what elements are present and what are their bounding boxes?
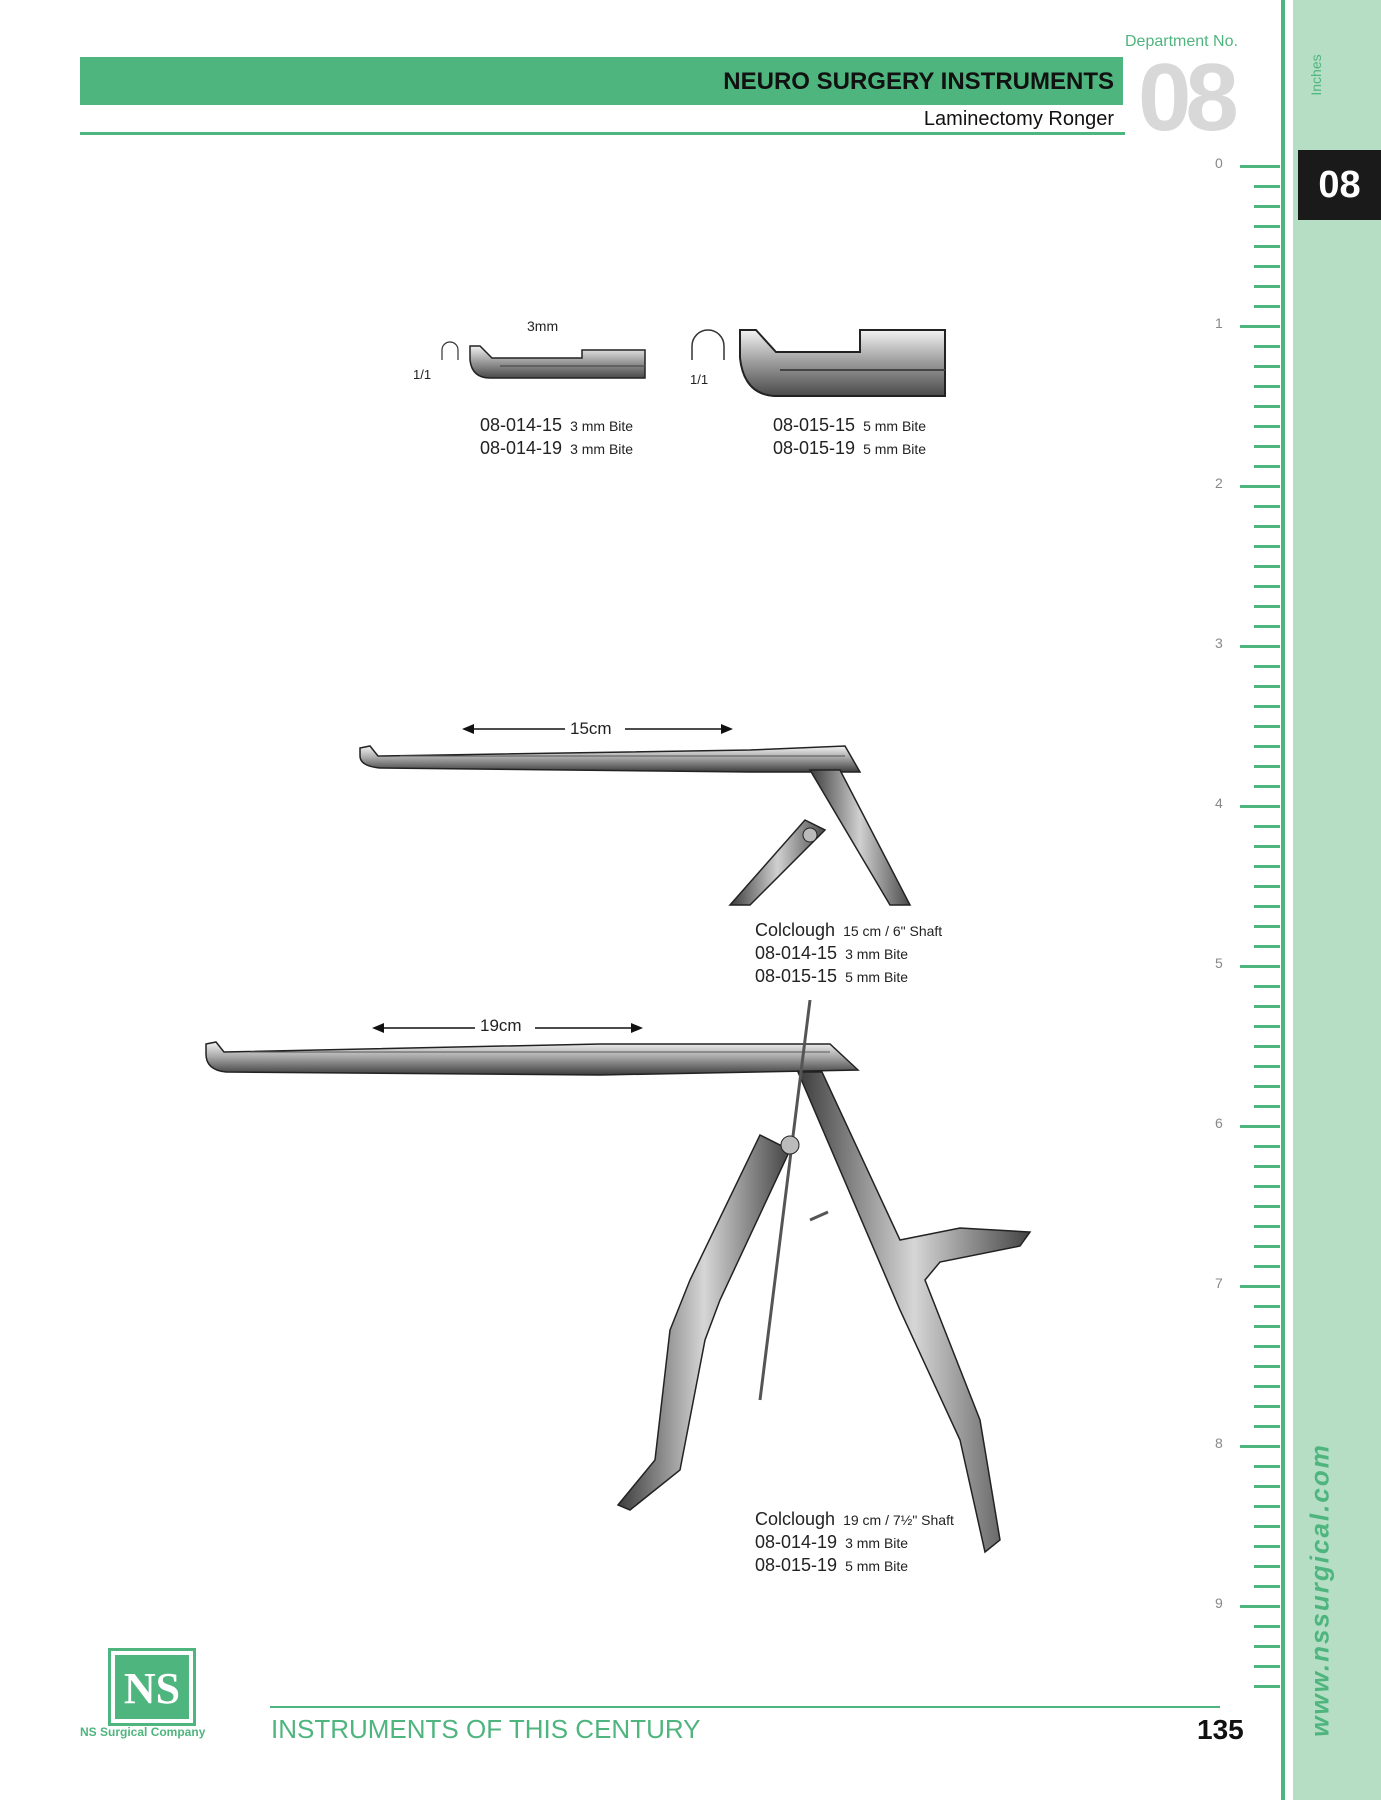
product-desc: 3 mm Bite xyxy=(570,441,634,457)
ruler-tick xyxy=(1254,885,1280,888)
instrument-19cm-caption xyxy=(755,1508,954,1577)
ruler-tick xyxy=(1254,1365,1280,1368)
ruler-tick xyxy=(1240,805,1280,808)
ruler-tick xyxy=(1254,1685,1280,1688)
caption-line xyxy=(480,437,633,460)
ruler-tick xyxy=(1254,425,1280,428)
ruler-tick xyxy=(1240,165,1280,168)
product-desc: 15 cm / 6" Shaft xyxy=(843,923,943,939)
ruler-tick xyxy=(1240,645,1280,648)
product-desc: 3 mm Bite xyxy=(570,418,634,434)
caption-line xyxy=(755,919,942,942)
tip-left-caption xyxy=(480,414,633,460)
ruler-tick xyxy=(1254,1625,1280,1628)
product-desc: 5 mm Bite xyxy=(863,441,927,457)
side-line xyxy=(1281,0,1285,1800)
footer-slogan: INSTRUMENTS OF THIS CENTURY xyxy=(271,1714,701,1744)
tip-right-caption xyxy=(773,414,926,460)
ruler-tick xyxy=(1254,1425,1280,1428)
ruler-tick xyxy=(1254,1545,1280,1548)
ruler-tick xyxy=(1254,1305,1280,1308)
inches-label xyxy=(1308,40,1324,110)
ruler-tick xyxy=(1254,1065,1280,1068)
department-number: 08 xyxy=(1138,44,1233,151)
ruler-tick xyxy=(1240,1605,1280,1608)
instrument-19cm-image xyxy=(200,1000,1080,1560)
ruler-tick xyxy=(1254,1485,1280,1488)
ruler-tick xyxy=(1254,305,1280,308)
ruler-tick xyxy=(1254,925,1280,928)
tip-scale-right: 1/1 xyxy=(690,372,709,387)
ruler-tick xyxy=(1254,705,1280,708)
inch-ruler xyxy=(1200,150,1280,1690)
ruler-tick xyxy=(1254,1185,1280,1188)
ruler-tick xyxy=(1254,1225,1280,1228)
ruler-tick xyxy=(1254,905,1280,908)
ruler-tick xyxy=(1254,185,1280,188)
product-name: Colclough xyxy=(755,920,836,940)
ruler-tick xyxy=(1254,625,1280,628)
ruler-tick xyxy=(1254,1345,1280,1348)
ruler-number: 7 xyxy=(1215,1275,1223,1291)
ruler-tick xyxy=(1254,685,1280,688)
tip-scale-left: 1/1 xyxy=(413,367,432,382)
ruler-tick xyxy=(1254,345,1280,348)
ruler-tick xyxy=(1240,1285,1280,1288)
ruler-tick xyxy=(1254,1565,1280,1568)
instrument-15cm-caption xyxy=(755,919,942,988)
section-tab: 08 xyxy=(1298,150,1381,220)
ruler-tick xyxy=(1240,325,1280,328)
ruler-tick xyxy=(1254,1525,1280,1528)
ruler-tick xyxy=(1254,525,1280,528)
ruler-tick xyxy=(1254,365,1280,368)
caption-line xyxy=(755,1531,954,1554)
product-code: 08-014-15 xyxy=(480,415,563,435)
product-name: Colclough xyxy=(755,1509,836,1529)
ruler-number: 1 xyxy=(1215,315,1223,331)
ruler-tick xyxy=(1254,265,1280,268)
product-code: 08-015-15 xyxy=(755,966,838,986)
ruler-tick xyxy=(1254,1145,1280,1148)
ruler-tick xyxy=(1254,605,1280,608)
ruler-number: 3 xyxy=(1215,635,1223,651)
ruler-tick xyxy=(1254,845,1280,848)
ruler-tick xyxy=(1240,1445,1280,1448)
header-rule xyxy=(80,132,1125,135)
ruler-tick xyxy=(1254,1505,1280,1508)
instrument-19cm-dimension: 19cm xyxy=(480,1016,522,1035)
ruler-tick xyxy=(1254,565,1280,568)
ruler-tick xyxy=(1254,1025,1280,1028)
product-desc: 3 mm Bite xyxy=(845,1535,909,1551)
ruler-tick xyxy=(1254,985,1280,988)
product-code: 08-015-19 xyxy=(773,438,856,458)
ruler-tick xyxy=(1254,765,1280,768)
ruler-tick xyxy=(1240,1125,1280,1128)
ruler-tick xyxy=(1254,1665,1280,1668)
ruler-tick xyxy=(1254,665,1280,668)
ruler-tick xyxy=(1254,1645,1280,1648)
caption-line xyxy=(773,414,926,437)
ruler-tick xyxy=(1254,945,1280,948)
product-code: 08-014-19 xyxy=(480,438,563,458)
ruler-number: 4 xyxy=(1215,795,1223,811)
ruler-number: 9 xyxy=(1215,1595,1223,1611)
instrument-15cm-dimension: 15cm xyxy=(570,719,612,738)
product-desc: 5 mm Bite xyxy=(863,418,927,434)
product-desc: 5 mm Bite xyxy=(845,969,909,985)
ruler-tick xyxy=(1254,505,1280,508)
ruler-tick xyxy=(1254,785,1280,788)
caption-line xyxy=(755,965,942,988)
ruler-tick xyxy=(1254,1245,1280,1248)
caption-line xyxy=(755,942,942,965)
logo-icon xyxy=(111,1651,193,1723)
ruler-number: 8 xyxy=(1215,1435,1223,1451)
website-text: www.nssurgical.com xyxy=(1304,1443,1335,1737)
caption-line xyxy=(755,1554,954,1577)
ruler-number: 6 xyxy=(1215,1115,1223,1131)
ruler-tick xyxy=(1254,205,1280,208)
ruler-number: 0 xyxy=(1215,155,1223,171)
page-subtitle: Laminectomy Ronger xyxy=(923,108,1114,130)
ruler-tick xyxy=(1254,1005,1280,1008)
ruler-tick xyxy=(1254,385,1280,388)
instrument-15cm-image xyxy=(350,700,930,920)
ruler-tick xyxy=(1254,725,1280,728)
department-label: Department No. xyxy=(1125,33,1238,50)
product-code: 08-014-15 xyxy=(755,943,838,963)
ruler-tick xyxy=(1254,1045,1280,1048)
product-code: 08-015-15 xyxy=(773,415,856,435)
ruler-tick xyxy=(1254,1085,1280,1088)
inches-text: Inches xyxy=(1308,54,1324,96)
ruler-tick xyxy=(1254,585,1280,588)
caption-line xyxy=(480,414,633,437)
product-code: 08-015-19 xyxy=(755,1555,838,1575)
ruler-tick xyxy=(1254,1105,1280,1108)
ruler-tick xyxy=(1254,745,1280,748)
ruler-tick xyxy=(1254,545,1280,548)
product-desc: 19 cm / 7½" Shaft xyxy=(843,1512,954,1528)
ruler-tick xyxy=(1254,1405,1280,1408)
product-desc: 5 mm Bite xyxy=(845,1558,909,1574)
ruler-tick xyxy=(1254,445,1280,448)
ruler-tick xyxy=(1254,1165,1280,1168)
ruler-tick xyxy=(1254,1385,1280,1388)
ruler-tick xyxy=(1254,465,1280,468)
footer-rule xyxy=(270,1706,1220,1708)
ruler-tick xyxy=(1240,485,1280,488)
ruler-tick xyxy=(1254,825,1280,828)
logo-text: NS xyxy=(123,1664,181,1713)
company-name: NS Surgical Company xyxy=(80,1725,206,1739)
ruler-tick xyxy=(1254,1325,1280,1328)
page-title: NEURO SURGERY INSTRUMENTS xyxy=(723,68,1114,95)
ruler-tick xyxy=(1254,1265,1280,1268)
caption-line xyxy=(755,1508,954,1531)
ruler-tick xyxy=(1254,1205,1280,1208)
caption-line xyxy=(773,437,926,460)
ruler-tick xyxy=(1254,405,1280,408)
website xyxy=(1300,1430,1340,1750)
tip-detail-drawings xyxy=(400,310,960,410)
company-logo xyxy=(108,1648,196,1726)
ruler-tick xyxy=(1240,965,1280,968)
ruler-tick xyxy=(1254,245,1280,248)
ruler-tick xyxy=(1254,285,1280,288)
tip-dimension: 3mm xyxy=(527,318,559,334)
page-number: 135 xyxy=(1197,1714,1244,1745)
ruler-number: 5 xyxy=(1215,955,1223,971)
product-code: 08-014-19 xyxy=(755,1532,838,1552)
ruler-tick xyxy=(1254,225,1280,228)
ruler-tick xyxy=(1254,865,1280,868)
ruler-number: 2 xyxy=(1215,475,1223,491)
ruler-tick xyxy=(1254,1465,1280,1468)
ruler-tick xyxy=(1254,1585,1280,1588)
product-desc: 3 mm Bite xyxy=(845,946,909,962)
